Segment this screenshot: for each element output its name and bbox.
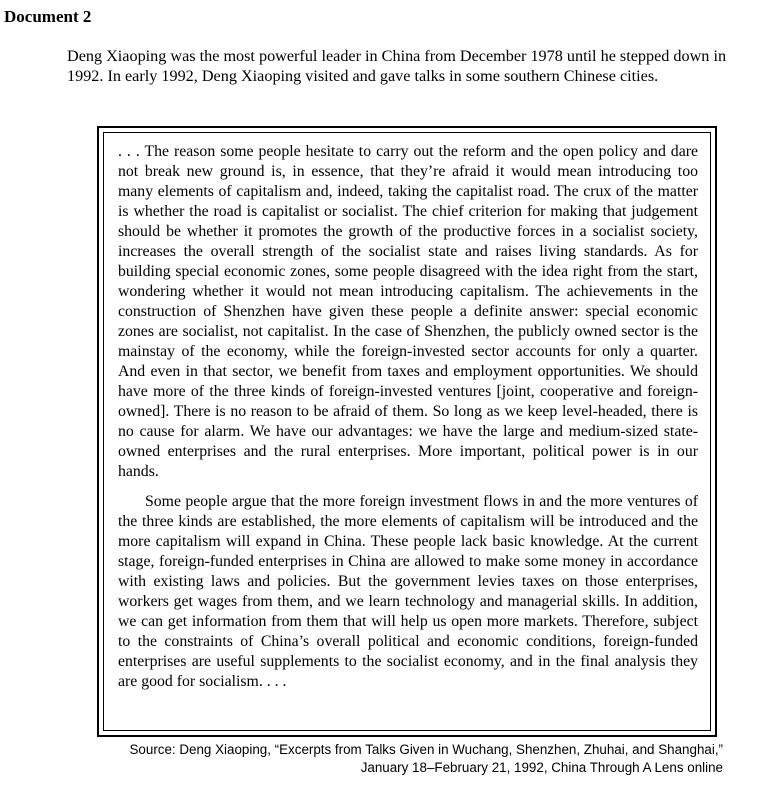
excerpt-paragraph-2: Some people argue that the more foreign investment flows in and the more ventures of the three kinds are established, the more elements of capitalism will be introduced and the more capitalism will expand in China. These people lack basic knowledge. At the current stage, foreign-funded enterprises in China are allowed to make some money in accordance with existing laws and policies. But the government levies taxes on those enterprises, workers get wages from them, and we learn technology and managerial skills. In addition, we can get information from them that will help us open more markets. Therefore, subject to the constraints of China’s overall political and economic conditions, foreign-funded enterprises are useful supplements to the socialist economy, and in the final analysis they are good for socialism. . . . <box>118 493 698 690</box>
source-citation <box>130 741 724 777</box>
intro-paragraph: Deng Xiaoping was the most powerful leader in China from December 1978 until he stepped down in 1992. In early 1992, Deng Xiaoping visited and gave talks in some southern Chinese cities. <box>67 47 727 85</box>
excerpt-box <box>97 126 717 737</box>
source-line-1: Source: Deng Xiaoping, “Excerpts from Talks Given in Wuchang, Shenzhen, Zhuhai, and Shanghai,” <box>129 742 723 757</box>
source-line-2: January 18–February 21, 1992, China Through A Lens online <box>360 760 723 775</box>
excerpt-paragraph-1: . . . The reason some people hesitate to carry out the reform and the open policy and dare not break new ground is, in essence, that they’re afraid it would mean introducing too many elements of capitalism and, indeed, taking the capitalist road. The crux of the matter is whether the road is capitalist or socialist. The chief criterion for making that judgement should be whether it promotes the growth of the productive forces in a socialist society, increases the overall strength of the socialist state and raises living standards. As for building special economic zones, some people disagreed with the idea right from the start, wondering whether it would not mean introducing capitalism. The achievements in the construction of Shenzhen have given these people a definite answer: special economic zones are socialist, not capitalist. In the case of Shenzhen, the publicly owned sector is the mainstay of the economy, while the foreign-invested sector accounts for only a quarter. And even in that sector, we benefit from taxes and employment opportunities. We should have more of the three kinds of foreign-invested ventures [joint, cooperative and foreign-owned]. There is no reason to be afraid of them. So long as we keep level-headed, there is no cause for alarm. We have our advantages: we have the large and medium-sized state-owned enterprises and the rural enterprises. More important, political power is in our hands. <box>118 143 698 480</box>
document-title: Document 2 <box>4 7 92 26</box>
excerpt-box-inner <box>103 132 711 731</box>
